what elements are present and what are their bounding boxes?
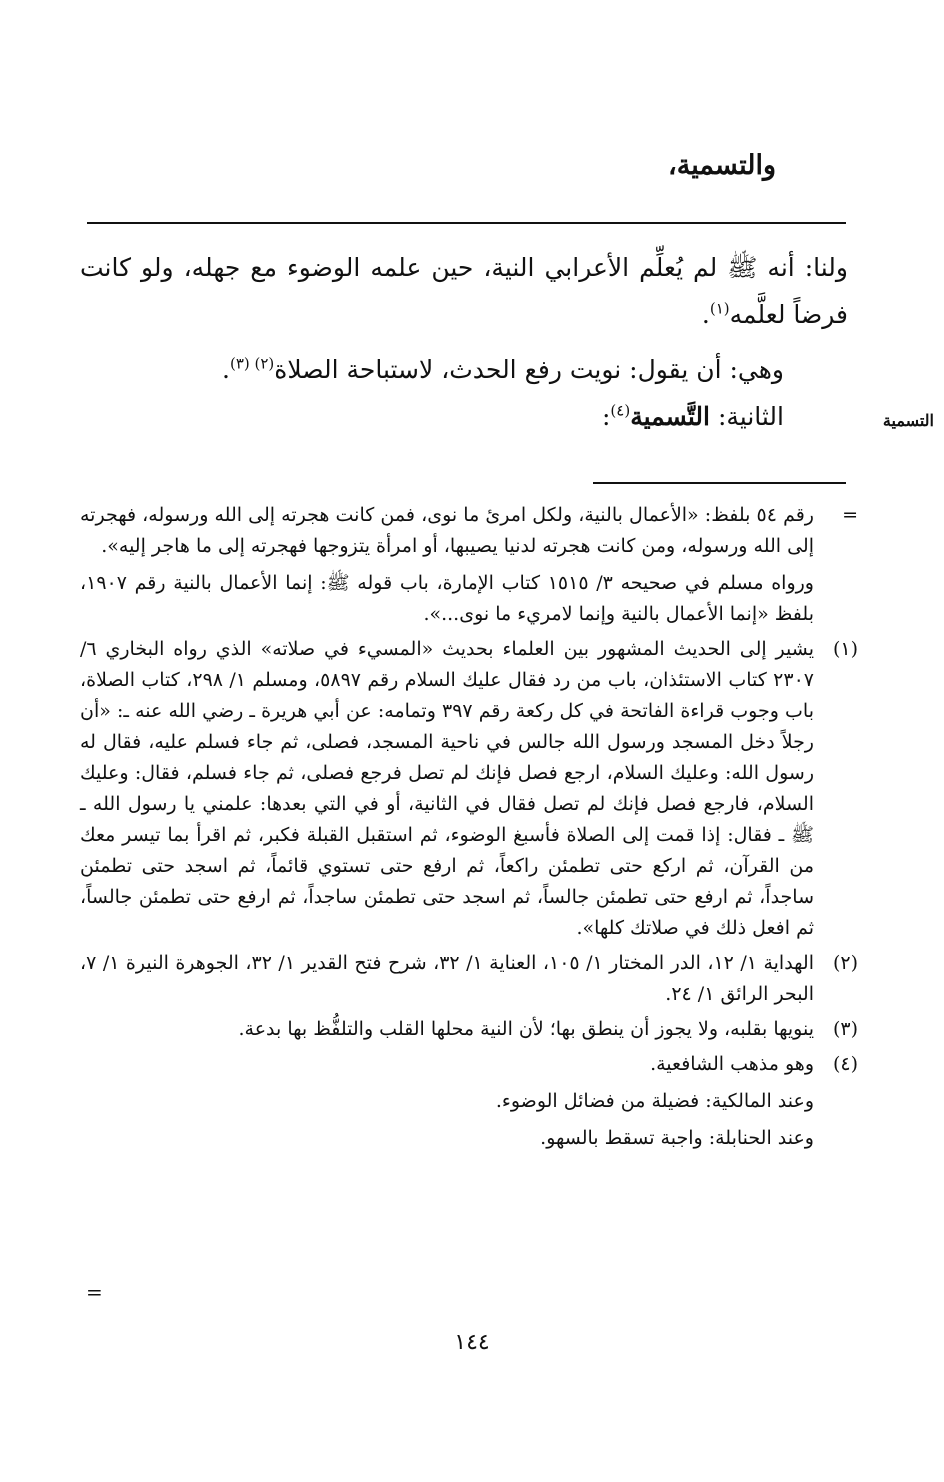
continues-marker: =	[86, 1280, 103, 1304]
footnote-2-text: الهداية ١/ ١٢، الدر المختار ١/ ١٠٥، العناية ١/ ٣٢، شرح فتح القدير ١/ ٣٢، الجوهرة النيرة ١/ ٧، البحر الرائق ١/ ٢٤.	[80, 952, 814, 1005]
footnote-2-body	[80, 948, 814, 1010]
main-paragraph-3	[80, 393, 848, 440]
footnote-1-text: يشير إلى الحديث المشهور بين العلماء بحديث «المسيء في صلاته» الذي رواه البخاري ٦/ ٢٣٠٧ كتاب الاستئذان، باب من رد فقال عليك السلام رقم ٥٨٩٧، ومسلم ١/ ٢٩٨، كتاب الصلاة، باب وجوب قراءة الفاتحة في كل ركعة رقم ٣٩٧ وتمامه: عن أبي هريرة ـ رضي الله عنه ـ: «أن رجلاً دخل المسجد ورسول الله جالس في ناحية المسجد، فصلى، ثم جاء فسلم عليه، فقال له رسول الله: وعليك السلام، ارجع فصل فإنك لم تصل فرجع فصلى، ثم جاء فسلم، فقال: وعليك السلام، فارجع فصل فإنك لم تصل فقال في الثانية، أو في التي بعدها: علمني يا رسول الله ـ ﷺ ـ فقال: إذا قمت إلى الصلاة فأسبغ الوضوء، ثم استقبل القبلة فكبر، ثم اقرأ بما تيسر معك من القرآن، ثم اركع حتى تطمئن راكعاً، ثم ارفع حتى تستوي قائماً، ثم اسجد حتى تطمئن ساجداً، ثم ارفع حتى تطمئن جالساً، ثم اسجد حتى تطمئن ساجداً، ثم ارفع حتى تطمئن جالساً، ثم افعل ذلك في صلاتك كلها».	[80, 638, 814, 939]
footnote-ref-4[interactable]: (٤)	[610, 401, 631, 420]
footnote-4-number: (٤)	[832, 1053, 858, 1075]
main-paragraph-2	[80, 346, 848, 393]
main-paragraph-3-keyword: التَّسمية	[630, 402, 710, 431]
footnote-1	[80, 634, 858, 944]
main-paragraph-1-text: ولنا: أنه ﷺ لم يُعلِّم الأعرابي النية، حين علمه الوضوء مع جهله، ولو كانت فرضاً لعلَّمه	[80, 253, 848, 329]
footnote-3-text: ينويها بقلبه، ولا يجوز أن ينطق بها؛ لأن النية محلها القلب والتلفُّظ بها بدعة.	[238, 1018, 814, 1040]
footnote-3-number: (٣)	[832, 1018, 858, 1040]
footnote-4	[80, 1049, 858, 1154]
main-text	[80, 244, 848, 440]
footnotes	[80, 500, 858, 1158]
footnote-ref-1[interactable]: (١)	[709, 299, 730, 318]
footnote-2	[80, 948, 858, 1010]
main-paragraph-3-prefix: الثانية:	[710, 402, 784, 431]
footnote-3	[80, 1014, 858, 1045]
main-paragraph-1-end: .	[701, 300, 710, 329]
footnote-ref-2-3[interactable]: (٢) (٣)	[229, 354, 275, 373]
main-paragraph-2-end: .	[222, 355, 230, 384]
main-paragraph-3-end: :	[601, 402, 611, 431]
footnote-4-body	[496, 1049, 814, 1154]
footnote-continued	[80, 500, 858, 630]
footnote-3-body	[238, 1014, 814, 1045]
footnote-1-body	[80, 634, 814, 944]
footnote-continued-p2: ورواه مسلم في صحيحه ٣/ ١٥١٥ كتاب الإمارة، باب قوله ﷺ: إنما الأعمال بالنية رقم ١٩٠٧، بلفظ «إنما الأعمال بالنية وإنما لامريء ما نوى...».	[80, 572, 814, 625]
footnote-continued-p1: رقم ٥٤ بلفظ: «الأعمال بالنية، ولكل امرئ ما نوى، فمن كانت هجرته إلى الله ورسوله، فهجرته إلى الله ورسوله، ومن كانت هجرته لدنيا يصيبها، أو امرأة يتزوجها فهجرته إلى ما هاجر إليه».	[80, 504, 814, 557]
top-divider	[87, 222, 846, 224]
footnote-2-number: (٢)	[832, 952, 858, 974]
footnote-continued-body	[80, 500, 814, 630]
footnotes-divider	[593, 482, 846, 484]
page-number: ١٤٤	[454, 1330, 490, 1355]
main-paragraph-2-text: وهي: أن يقول: نويت رفع الحدث، لاستباحة الصلاة	[274, 355, 784, 384]
footnote-4-p3: وعند الحنابلة: واجبة تسقط بالسهو.	[540, 1127, 814, 1149]
footnote-4-p2: وعند المالكية: فضيلة من فضائل الوضوء.	[495, 1090, 814, 1112]
margin-note: التسمية	[882, 411, 934, 430]
continuation-marker: =	[842, 504, 858, 526]
main-paragraph-1	[80, 244, 848, 338]
footnote-1-number: (١)	[832, 638, 858, 660]
section-heading: والتسمية،	[668, 150, 776, 181]
footnote-4-p1: وهو مذهب الشافعية.	[650, 1053, 814, 1075]
